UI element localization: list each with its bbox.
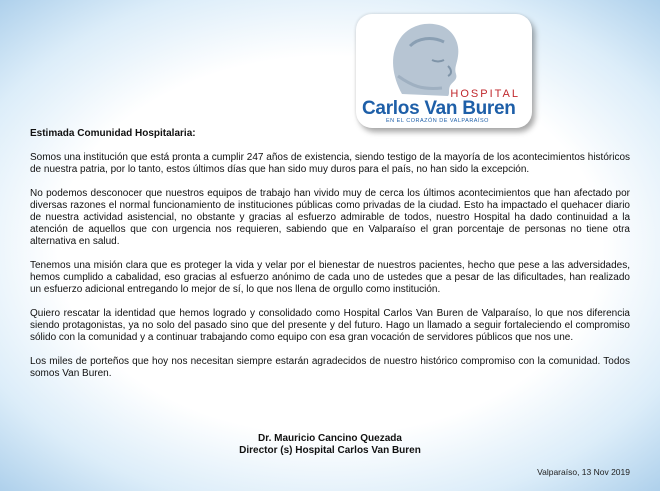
letter-paragraph: Quiero rescatar la identidad que hemos logrado y consolidado como Hospital Carlos Van Buren de Valparaíso, lo que nos diferencia siendo protagonistas, ya no solo del pasado sino que del presente y del futuro. Hago un llamado a seguir fortaleciendo el compromiso sólido con la comunidad y a continuar trabajando como equipo con esa gran vocación de servidores públicos que nos une.	[30, 308, 630, 343]
letter-body	[30, 128, 630, 392]
signature-name: Dr. Mauricio Cancino Quezada	[258, 433, 402, 444]
logo-tagline: EN EL CORAZÓN DE VALPARAÍSO	[386, 118, 489, 124]
hospital-logo	[356, 14, 532, 128]
portrait-icon	[362, 16, 482, 96]
letter-paragraph: Los miles de porteños que hoy nos necesitan siempre estarán agradecidos de nuestro histórico compromiso con la comunidad. Todos somos Van Buren.	[30, 356, 630, 379]
date-line: Valparaíso, 13 Nov 2019	[537, 467, 630, 477]
letter-paragraph: Somos una institución que está pronta a cumplir 247 años de existencia, siendo testigo de la mayoría de los acontecimientos históricos de nuestra patria, por lo tanto, estos últimos días que han sido muy duros para el país, no han sido la excepción.	[30, 152, 630, 175]
logo-hospital-word: HOSPITAL	[450, 88, 520, 100]
letter-paragraph: No podemos desconocer que nuestros equipos de trabajo han vivido muy de cerca los últimos acontecimientos que han afectado por diversas razones el normal funcionamiento de instituciones públicas como privadas de la ciudad. Esto ha impactado el quehacer diario de nuestra actividad asistencial, no obstante y gracias al esfuerzo admirable de todos, nuestro Hospital ha dado continuidad a la atención de aquellos que con urgencia nos requieren, sabiendo que en Valparaíso el gran porcentaje de personas no tiene otra alternativa en salud.	[30, 188, 630, 247]
signature-title: Director (s) Hospital Carlos Van Buren	[239, 445, 421, 456]
logo-hospital-name: Carlos Van Buren	[362, 98, 516, 119]
letter-greeting: Estimada Comunidad Hospitalaria:	[30, 128, 196, 139]
letter-paragraph: Tenemos una misión clara que es proteger la vida y velar por el bienestar de nuestros pacientes, hecho que pese a las adversidades, hemos cumplido a cabalidad, eso gracias al esfuerzo anónimo de cada uno de ustedes que a pesar de las dificultades, han realizado un esfuerzo adicional entregando lo mejor de sí, lo que nos llena de orgullo como institución.	[30, 260, 630, 295]
